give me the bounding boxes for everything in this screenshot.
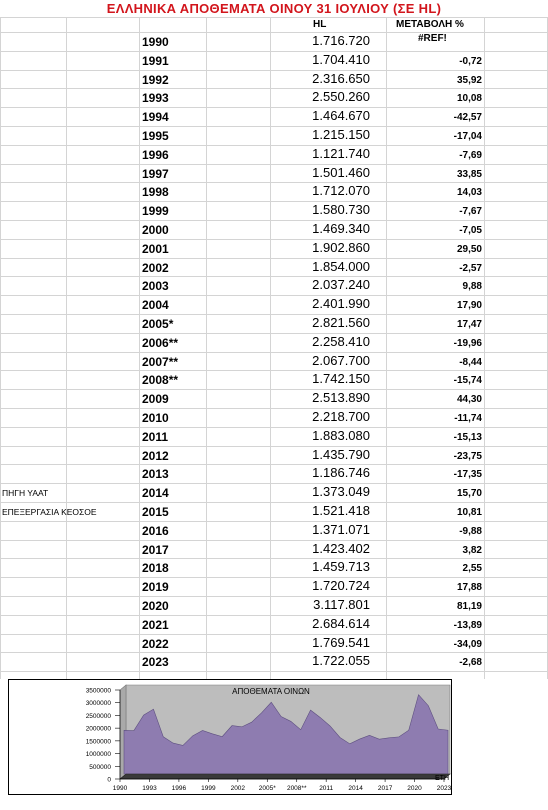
y-tick-label: 1000000 [85,751,111,759]
change-pct-cell[interactable]: -17,04 [453,131,482,142]
change-pct-cell[interactable]: -19,96 [453,338,482,349]
hl-value-cell[interactable]: 1.373.049 [312,484,370,499]
y-tick-label: 3500000 [85,687,111,695]
y-tick-label: 3000000 [85,700,111,708]
year-cell[interactable]: 1991 [142,54,169,68]
stock-chart-svg [9,680,451,794]
change-pct-cell[interactable]: 9,88 [462,281,482,292]
year-cell[interactable]: 2010 [142,411,169,425]
change-pct-cell[interactable]: 17,47 [456,319,482,330]
change-pct-cell[interactable]: 10,08 [456,93,482,104]
change-pct-cell[interactable]: -23,75 [453,451,482,462]
hl-value-cell[interactable]: 1.464.670 [312,108,370,123]
hl-value-cell[interactable]: 2.258.410 [312,334,370,349]
x-tick-label: 2014 [348,785,363,792]
year-cell[interactable]: 2014 [142,486,169,500]
year-cell[interactable]: 1992 [142,73,169,87]
change-pct-cell[interactable]: -9,88 [459,526,482,537]
hl-value-cell[interactable]: 2.513.890 [312,390,370,405]
hl-value-cell[interactable]: 1.712.070 [312,183,370,198]
change-pct-cell[interactable]: 44,30 [456,394,482,405]
column-header-change: ΜΕΤΑΒΟΛΗ % [396,19,464,30]
column-header-hl: HL [313,19,327,30]
hl-value-cell[interactable]: 1.121.740 [312,146,370,161]
change-pct-cell[interactable]: #REF! [418,33,447,44]
y-tick-label: 2000000 [85,725,111,733]
x-tick-label: 1990 [112,785,128,792]
hl-value-cell[interactable]: 1.854.000 [312,259,370,274]
year-cell[interactable]: 2019 [142,580,169,594]
hl-value-cell[interactable]: 1.902.860 [312,240,370,255]
x-tick-label: 2017 [377,785,393,792]
year-cell[interactable]: 2000 [142,223,169,237]
hl-value-cell[interactable]: 2.684.614 [312,616,370,631]
hl-value-cell[interactable]: 2.037.240 [312,277,370,292]
hl-value-cell[interactable]: 1.883.080 [312,428,370,443]
chart-title: ΑΠΟΘΕΜΑΤΑ ΟΙΝΩΝ [232,687,310,696]
x-axis-label: ΕΤΗ [435,775,449,782]
x-tick-label: 2023 [436,785,451,792]
hl-value-cell[interactable]: 1.186.746 [312,465,370,480]
sheet-title: ΕΛΛΗΝΙΚΑ ΑΠΟΘΕΜΑΤΑ ΟΙΝΟΥ 31 ΙΟΥΛΙΟΥ (ΣΕ HL) [106,1,442,16]
year-cell[interactable]: 1995 [142,129,169,143]
hl-value-cell[interactable]: 1.720.724 [312,578,370,593]
hl-value-cell[interactable]: 1.722.055 [312,653,370,668]
change-pct-cell[interactable]: -7,69 [459,150,482,161]
change-pct-cell[interactable]: -42,57 [453,112,482,123]
year-cell[interactable]: 2018 [142,561,169,575]
year-cell[interactable]: 2012 [142,449,169,463]
x-tick-label: 1996 [171,785,187,792]
change-pct-cell[interactable]: 33,85 [456,169,482,180]
hl-value-cell[interactable]: 1.423.402 [312,541,370,556]
y-tick-label: 0 [107,776,111,784]
column-line [66,17,67,679]
change-pct-cell[interactable]: -8,44 [459,357,482,368]
column-line [484,17,485,679]
change-pct-cell[interactable]: -7,05 [459,225,482,236]
source-note: ΠΗΓΗ ΥΑΑΤ [2,488,49,498]
change-pct-cell[interactable]: 17,90 [456,300,482,311]
x-tick-label: 1999 [201,785,216,792]
hl-value-cell[interactable]: 2.218.700 [312,409,370,424]
hl-value-cell[interactable]: 1.459.713 [312,559,370,574]
year-cell[interactable]: 2021 [142,618,169,632]
hl-value-cell[interactable]: 1.215.150 [312,127,370,142]
hl-value-cell[interactable]: 1.716.720 [312,33,370,48]
hl-value-cell[interactable]: 1.435.790 [312,447,370,462]
y-tick-label: 2500000 [85,712,111,720]
x-tick-label: 2011 [319,785,334,792]
hl-value-cell[interactable]: 1.580.730 [312,202,370,217]
change-pct-cell[interactable]: 17,88 [456,582,482,593]
year-cell[interactable]: 2006** [142,336,179,350]
year-cell[interactable]: 2005* [142,317,174,331]
stock-chart[interactable] [8,679,452,795]
change-pct-cell[interactable]: -11,74 [454,413,482,424]
x-tick-label: 2002 [230,785,246,792]
year-cell[interactable]: 2015 [142,505,169,519]
change-pct-cell[interactable]: 29,50 [456,244,482,255]
hl-value-cell[interactable]: 2.550.260 [312,89,370,104]
year-cell[interactable]: 1999 [142,204,169,218]
change-pct-cell[interactable]: -2,68 [459,657,482,668]
year-cell[interactable]: 2017 [142,543,169,557]
year-cell[interactable]: 2022 [142,637,169,651]
year-cell[interactable]: 2007** [142,355,179,369]
row-line [0,671,548,672]
y-tick-label: 500000 [89,763,111,771]
year-cell[interactable]: 1997 [142,167,169,181]
change-pct-cell[interactable]: 15,70 [456,488,482,499]
change-pct-cell[interactable]: -15,74 [453,375,482,386]
year-cell[interactable]: 2023 [142,655,169,669]
change-pct-cell[interactable]: -13,89 [453,620,482,631]
year-cell[interactable]: 2009 [142,392,169,406]
year-cell[interactable]: 2001 [142,242,169,256]
hl-value-cell[interactable]: 1.742.150 [312,371,370,386]
year-cell[interactable]: 2008** [142,373,179,387]
change-pct-cell[interactable]: -2,57 [459,263,482,274]
hl-value-cell[interactable]: 2.401.990 [312,296,370,311]
x-tick-label: 2005* [258,785,276,792]
change-pct-cell[interactable]: 2,55 [462,563,482,574]
change-pct-cell[interactable]: -17,35 [453,469,482,480]
hl-value-cell[interactable]: 1.769.541 [312,635,370,650]
year-cell[interactable]: 2011 [142,430,169,444]
change-pct-cell[interactable]: 35,92 [456,75,482,86]
change-pct-cell[interactable]: -34,09 [453,639,482,650]
year-cell[interactable]: 1998 [142,185,169,199]
year-cell[interactable]: 2003 [142,279,169,293]
hl-value-cell[interactable]: 1.469.340 [312,221,370,236]
hl-value-cell[interactable]: 1.521.418 [312,503,370,518]
row-line [0,17,548,18]
change-pct-cell[interactable]: -7,67 [459,206,482,217]
year-cell[interactable]: 1996 [142,148,169,162]
change-pct-cell[interactable]: 10,81 [456,507,482,518]
year-cell[interactable]: 2020 [142,599,169,613]
hl-value-cell[interactable]: 3.117.801 [313,597,370,612]
change-pct-cell[interactable]: -15,13 [453,432,482,443]
change-pct-cell[interactable]: 3,82 [462,545,482,556]
y-tick-label: 1500000 [85,738,111,746]
hl-value-cell[interactable]: 1.501.460 [312,165,370,180]
hl-value-cell[interactable]: 2.821.560 [312,315,370,330]
change-pct-cell[interactable]: 14,03 [456,187,482,198]
year-cell[interactable]: 2016 [142,524,169,538]
x-tick-label: 2020 [407,785,422,792]
hl-value-cell[interactable]: 1.704.410 [312,52,370,67]
processing-note: ΕΠΕΞΕΡΓΑΣΙΑ ΚΕΟΣΟΕ [2,507,97,517]
hl-value-cell[interactable]: 2.067.700 [312,353,370,368]
year-cell[interactable]: 2004 [142,298,169,312]
column-line [0,17,1,679]
change-pct-cell[interactable]: 81,19 [456,601,482,612]
column-line [139,17,140,679]
x-tick-label: 1993 [142,785,157,792]
year-cell[interactable]: 1990 [142,35,169,49]
hl-value-cell[interactable]: 2.316.650 [312,71,370,86]
year-cell[interactable]: 2013 [142,467,169,481]
hl-value-cell[interactable]: 1.371.071 [312,522,370,537]
year-cell[interactable]: 1994 [142,110,169,124]
x-tick-label: 2008** [286,785,307,792]
change-pct-cell[interactable]: -0,72 [459,56,482,67]
chart-floor [120,774,450,779]
year-cell[interactable]: 2002 [142,261,169,275]
year-cell[interactable]: 1993 [142,91,169,105]
